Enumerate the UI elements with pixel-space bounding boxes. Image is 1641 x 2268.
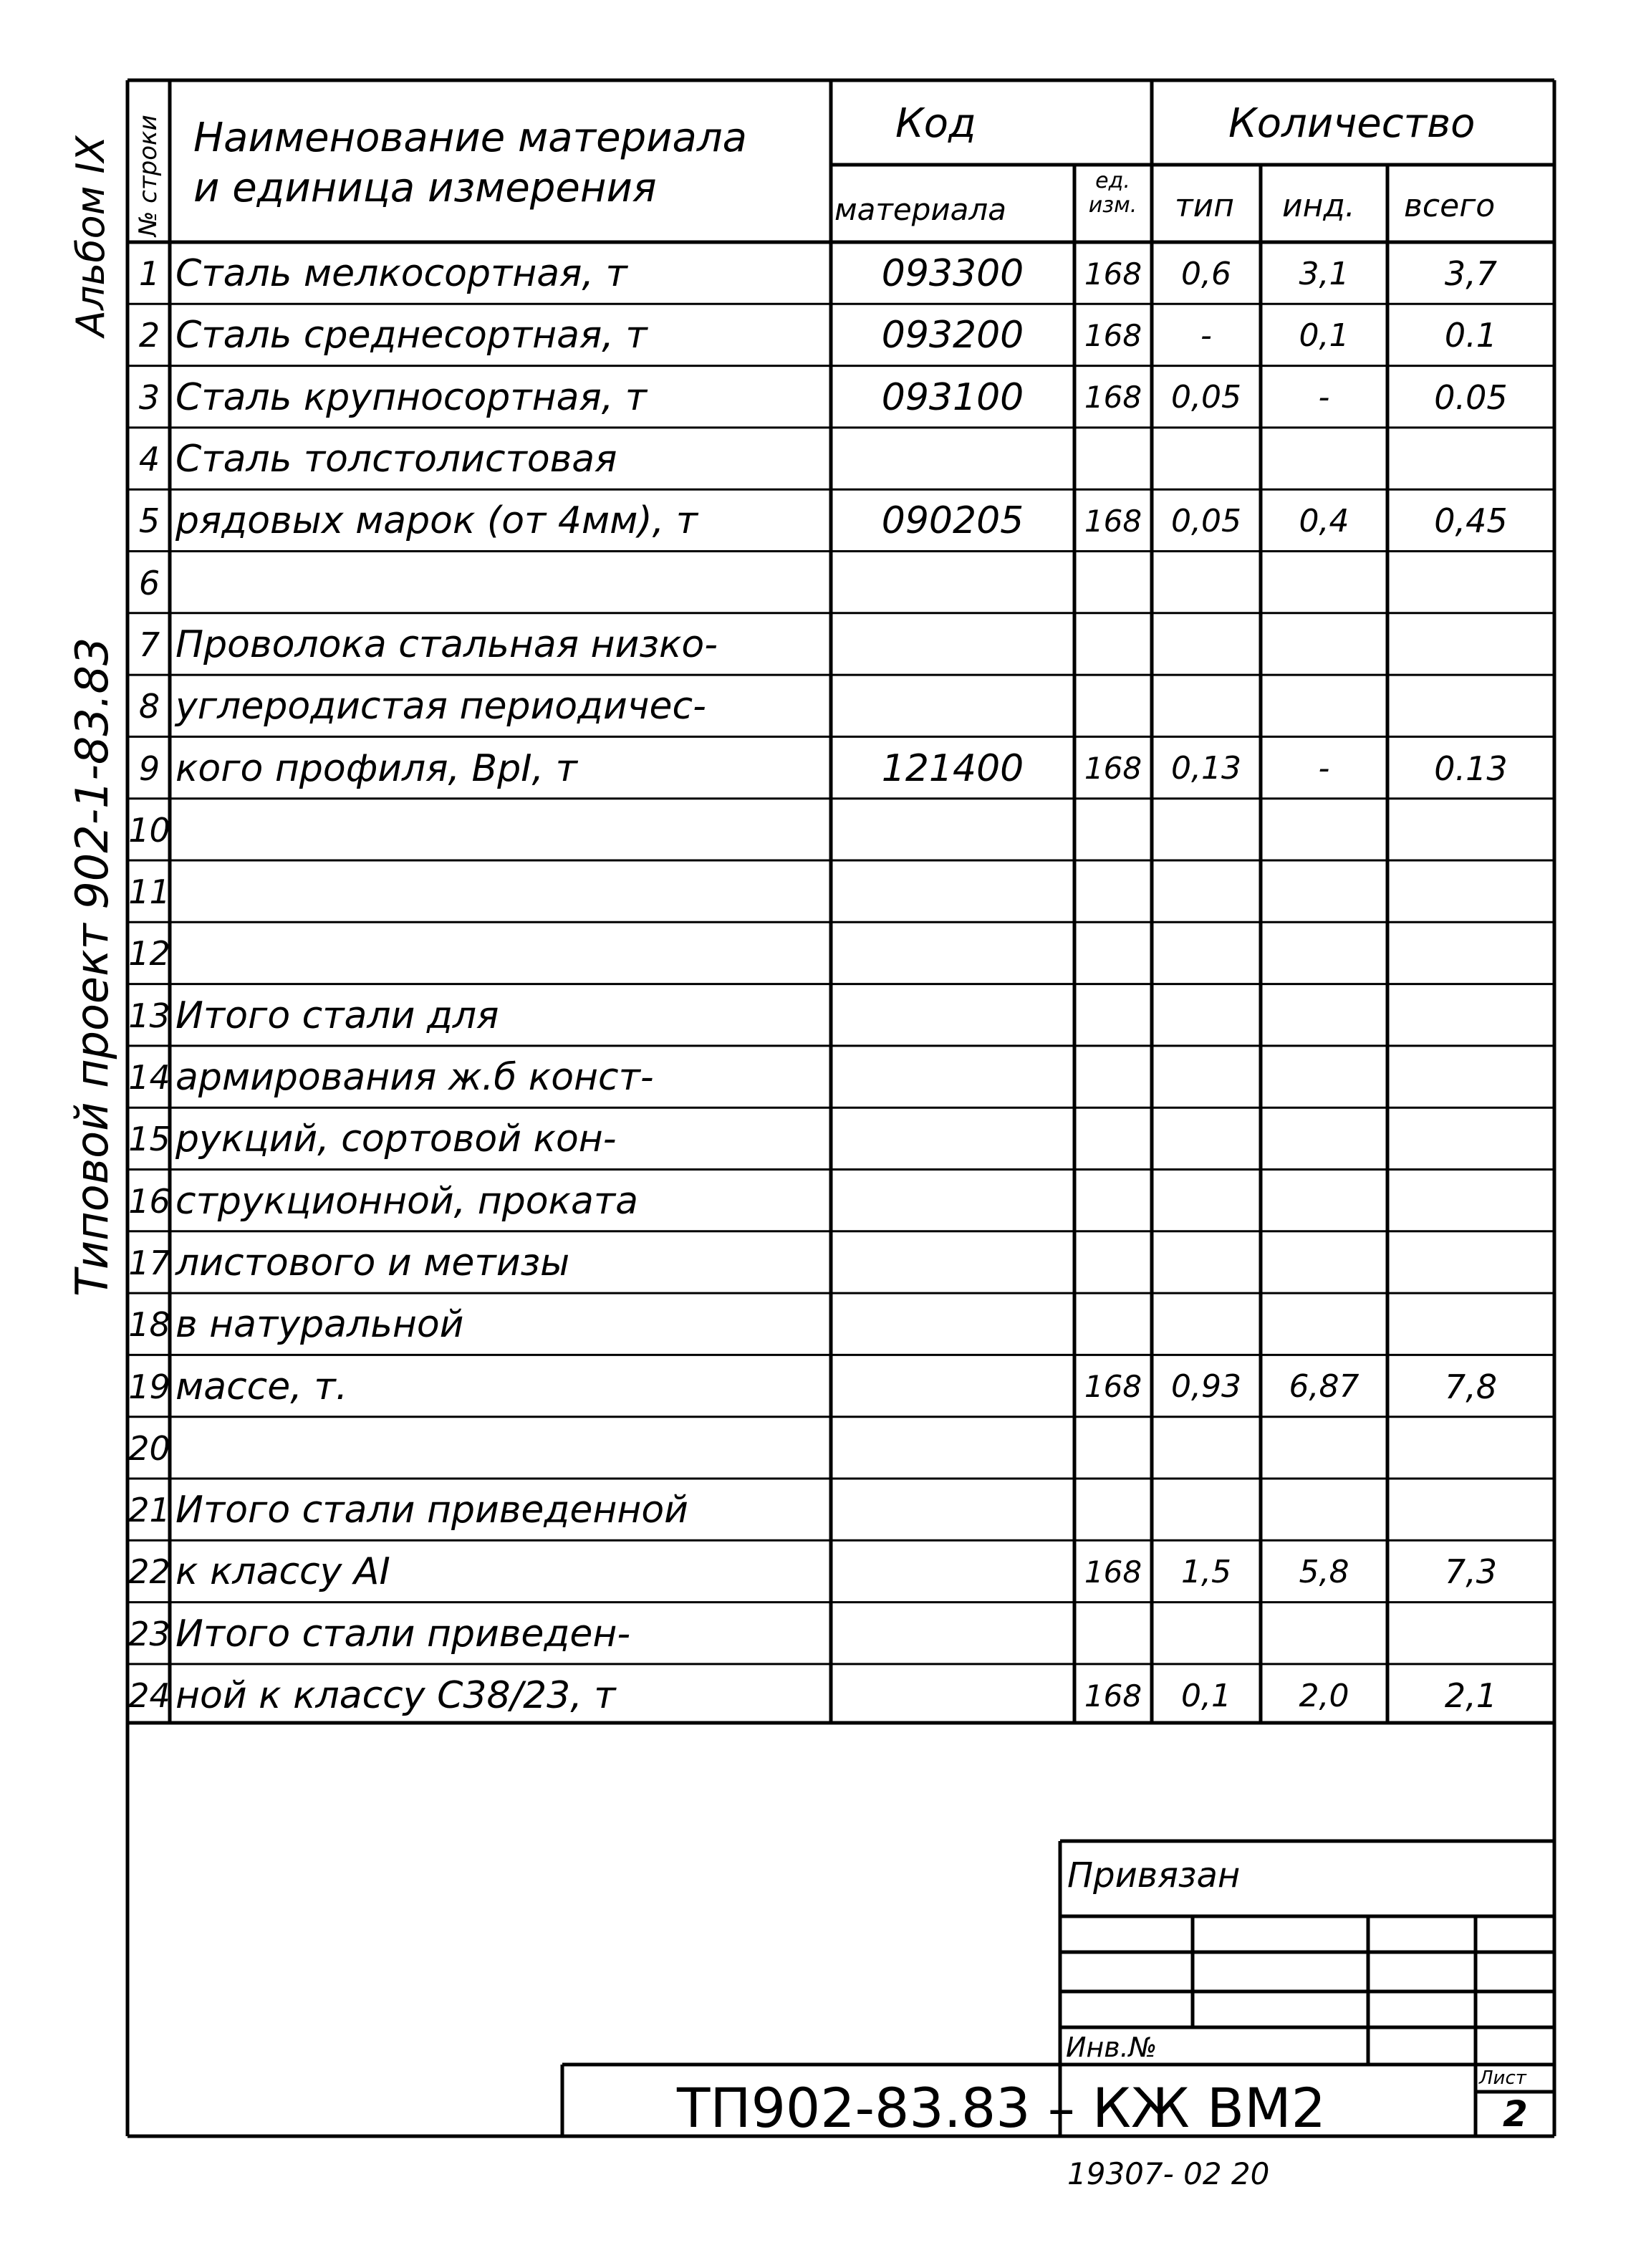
row-3-ind: - bbox=[1318, 379, 1330, 416]
row-6-n: 6 bbox=[138, 563, 160, 602]
row-3-unit: 168 bbox=[1084, 380, 1142, 415]
row-20-ind bbox=[1261, 1420, 1387, 1477]
row-19-name: массе, т. bbox=[175, 1365, 348, 1408]
row-17-total bbox=[1387, 1234, 1554, 1292]
row-14-code bbox=[831, 1049, 1074, 1106]
row-15-unit bbox=[1074, 1110, 1152, 1168]
row-10-typ bbox=[1152, 802, 1261, 859]
row-8-n: 8 bbox=[138, 687, 160, 726]
row-19-total: 7,8 bbox=[1444, 1367, 1498, 1406]
row-13-typ bbox=[1152, 987, 1261, 1044]
row-15-typ bbox=[1152, 1110, 1261, 1168]
row-7-unit bbox=[1074, 616, 1152, 673]
row-21-unit bbox=[1074, 1481, 1152, 1539]
row-7-n: 7 bbox=[138, 625, 160, 664]
row-20-total bbox=[1387, 1420, 1554, 1477]
row-14-unit bbox=[1074, 1049, 1152, 1106]
header-quantity: Количество bbox=[1228, 100, 1476, 147]
row-21-total bbox=[1387, 1481, 1554, 1539]
row-16-name: струкционной, проката bbox=[175, 1179, 638, 1223]
row-15-code bbox=[831, 1110, 1074, 1168]
row-17-n: 17 bbox=[128, 1243, 170, 1282]
row-18-code bbox=[831, 1296, 1074, 1353]
row-22-total: 7,3 bbox=[1444, 1552, 1498, 1592]
row-5-code: 090205 bbox=[881, 499, 1024, 543]
row-10-name bbox=[175, 802, 827, 859]
row-7-name: Проволока стальная низко- bbox=[175, 623, 718, 666]
row-9-name: кого профиля, ВрI, т bbox=[175, 746, 577, 790]
row-19-typ: 0,93 bbox=[1171, 1368, 1241, 1406]
row-18-typ bbox=[1152, 1296, 1261, 1353]
row-20-name bbox=[175, 1420, 827, 1477]
row-20-unit bbox=[1074, 1420, 1152, 1477]
row-1-name: Сталь мелкосортная, т bbox=[175, 252, 627, 296]
row-5-total: 0,45 bbox=[1434, 501, 1508, 541]
row-13-n: 13 bbox=[128, 996, 170, 1035]
row-16-unit bbox=[1074, 1173, 1152, 1230]
row-22-unit: 168 bbox=[1084, 1554, 1142, 1590]
row-11-total bbox=[1387, 863, 1554, 921]
row-9-typ: 0,13 bbox=[1171, 750, 1241, 787]
row-11-name bbox=[175, 863, 827, 921]
stamp-inv-number: Инв.№ bbox=[1066, 2032, 1158, 2063]
row-13-total bbox=[1387, 987, 1554, 1044]
footer-archive-number: 19307- 02 20 bbox=[1067, 2156, 1270, 2191]
row-15-name: рукций, сортовой кон- bbox=[175, 1118, 617, 1161]
row-4-n: 4 bbox=[138, 440, 160, 479]
row-13-name: Итого стали для bbox=[175, 994, 499, 1037]
row-24-unit: 168 bbox=[1084, 1678, 1142, 1714]
row-14-ind bbox=[1261, 1049, 1387, 1106]
row-11-n: 11 bbox=[128, 873, 170, 912]
row-21-name: Итого стали приведенной bbox=[175, 1489, 688, 1532]
row-13-ind bbox=[1261, 987, 1387, 1044]
row-17-unit bbox=[1074, 1234, 1152, 1292]
row-10-ind bbox=[1261, 802, 1387, 859]
row-14-typ bbox=[1152, 1049, 1261, 1106]
row-20-code bbox=[831, 1420, 1074, 1477]
row-8-name: углеродистая периодичес- bbox=[175, 685, 706, 729]
row-18-name: в натуральной bbox=[175, 1303, 464, 1347]
row-14-n: 14 bbox=[128, 1058, 170, 1097]
row-9-unit: 168 bbox=[1084, 751, 1142, 787]
row-18-unit bbox=[1074, 1296, 1152, 1353]
row-12-n: 12 bbox=[128, 934, 170, 974]
row-22-n: 22 bbox=[128, 1552, 170, 1592]
row-7-typ bbox=[1152, 616, 1261, 673]
row-9-ind: - bbox=[1318, 750, 1330, 787]
row-14-name: армирования ж.б конст- bbox=[175, 1056, 654, 1100]
row-15-ind bbox=[1261, 1110, 1387, 1168]
row-24-typ: 0,1 bbox=[1181, 1677, 1231, 1714]
row-23-code bbox=[831, 1605, 1074, 1663]
row-15-total bbox=[1387, 1110, 1554, 1168]
row-3-total: 0.05 bbox=[1434, 378, 1508, 417]
side-project-label: Типовой проект 902-1-83.83 bbox=[66, 637, 118, 1297]
row-21-code bbox=[831, 1481, 1074, 1539]
row-16-n: 16 bbox=[128, 1181, 170, 1221]
row-6-typ bbox=[1152, 554, 1261, 612]
row-16-code bbox=[831, 1173, 1074, 1230]
row-22-name: к классу АI bbox=[175, 1550, 390, 1594]
row-1-total: 3,7 bbox=[1444, 254, 1498, 294]
row-12-typ bbox=[1152, 925, 1261, 982]
row-3-n: 3 bbox=[138, 378, 160, 417]
row-11-code bbox=[831, 863, 1074, 921]
header-name-line1: Наименование материала bbox=[193, 115, 747, 161]
row-17-typ bbox=[1152, 1234, 1261, 1292]
row-19-code bbox=[831, 1358, 1074, 1415]
row-17-name: листового и метизы bbox=[175, 1241, 570, 1284]
row-23-n: 23 bbox=[128, 1614, 170, 1653]
row-2-total: 0.1 bbox=[1444, 316, 1498, 355]
header-code-material: материала bbox=[834, 192, 1007, 227]
header-q-total: всего bbox=[1404, 188, 1496, 224]
header-code-unit: ед. изм. bbox=[1088, 168, 1137, 218]
row-16-typ bbox=[1152, 1173, 1261, 1230]
row-2-name: Сталь среднесортная, т bbox=[175, 314, 648, 357]
row-1-code: 093300 bbox=[881, 252, 1024, 296]
row-8-total bbox=[1387, 678, 1554, 735]
row-24-name: ной к классу С38/23, т bbox=[175, 1674, 616, 1718]
row-24-n: 24 bbox=[128, 1676, 170, 1716]
row-19-unit: 168 bbox=[1084, 1369, 1142, 1405]
row-6-name bbox=[175, 554, 827, 612]
row-12-code bbox=[831, 925, 1074, 982]
row-1-unit: 168 bbox=[1084, 256, 1142, 292]
row-6-unit bbox=[1074, 554, 1152, 612]
row-10-n: 10 bbox=[128, 810, 170, 850]
row-9-n: 9 bbox=[138, 749, 160, 788]
row-11-unit bbox=[1074, 863, 1152, 921]
row-10-total bbox=[1387, 802, 1554, 859]
row-8-ind bbox=[1261, 678, 1387, 735]
row-23-unit bbox=[1074, 1605, 1152, 1663]
row-11-typ bbox=[1152, 863, 1261, 921]
row-2-ind: 0,1 bbox=[1299, 317, 1349, 354]
row-5-name: рядовых марок (от 4мм), т bbox=[175, 499, 698, 543]
row-4-total bbox=[1387, 431, 1554, 488]
row-16-total bbox=[1387, 1173, 1554, 1230]
row-18-total bbox=[1387, 1296, 1554, 1353]
row-21-ind bbox=[1261, 1481, 1387, 1539]
row-10-code bbox=[831, 802, 1074, 859]
row-22-code bbox=[831, 1543, 1074, 1600]
row-13-code bbox=[831, 987, 1074, 1044]
row-4-name: Сталь толстолистовая bbox=[175, 438, 617, 481]
row-22-typ: 1,5 bbox=[1181, 1553, 1231, 1590]
row-2-n: 2 bbox=[138, 316, 160, 355]
row-12-unit bbox=[1074, 925, 1152, 982]
row-5-unit: 168 bbox=[1084, 503, 1142, 539]
row-9-code: 121400 bbox=[881, 746, 1024, 790]
row-9-total: 0.13 bbox=[1434, 749, 1508, 788]
stamp-privyazan: Привязан bbox=[1067, 1855, 1241, 1895]
row-12-total bbox=[1387, 925, 1554, 982]
row-21-n: 21 bbox=[128, 1491, 170, 1530]
row-6-code bbox=[831, 554, 1074, 612]
row-10-unit bbox=[1074, 802, 1152, 859]
row-18-n: 18 bbox=[128, 1305, 170, 1345]
row-12-name bbox=[175, 925, 827, 982]
row-8-unit bbox=[1074, 678, 1152, 735]
row-2-code: 093200 bbox=[881, 314, 1024, 357]
row-21-typ bbox=[1152, 1481, 1261, 1539]
row-14-total bbox=[1387, 1049, 1554, 1106]
row-5-typ: 0,05 bbox=[1171, 502, 1241, 539]
row-19-n: 19 bbox=[128, 1367, 170, 1406]
header-q-ind: инд. bbox=[1282, 188, 1355, 224]
row-6-total bbox=[1387, 554, 1554, 612]
row-23-ind bbox=[1261, 1605, 1387, 1663]
row-18-ind bbox=[1261, 1296, 1387, 1353]
row-7-total bbox=[1387, 616, 1554, 673]
row-24-code bbox=[831, 1667, 1074, 1724]
side-album-label: Альбом IX bbox=[68, 135, 113, 337]
row-20-n: 20 bbox=[128, 1428, 170, 1468]
header-code: Код bbox=[895, 100, 976, 147]
row-7-ind bbox=[1261, 616, 1387, 673]
row-19-ind: 6,87 bbox=[1289, 1368, 1360, 1406]
row-4-ind bbox=[1261, 431, 1387, 488]
sheet-number: 2 bbox=[1503, 2093, 1528, 2135]
row-4-unit bbox=[1074, 431, 1152, 488]
row-3-name: Сталь крупносортная, т bbox=[175, 375, 648, 419]
row-23-typ bbox=[1152, 1605, 1261, 1663]
sheet-label: Лист bbox=[1479, 2067, 1526, 2089]
row-13-unit bbox=[1074, 987, 1152, 1044]
row-20-typ bbox=[1152, 1420, 1261, 1477]
row-17-ind bbox=[1261, 1234, 1387, 1292]
row-4-typ bbox=[1152, 431, 1261, 488]
row-17-code bbox=[831, 1234, 1074, 1292]
row-3-typ: 0,05 bbox=[1171, 379, 1241, 416]
row-15-n: 15 bbox=[128, 1120, 170, 1159]
header-q-type: тип bbox=[1175, 188, 1234, 224]
row-2-typ: - bbox=[1200, 317, 1212, 354]
header-name-line2: и единица измерения bbox=[193, 165, 657, 211]
row-1-typ: 0,6 bbox=[1181, 255, 1231, 292]
row-3-code: 093100 bbox=[881, 375, 1024, 419]
row-11-ind bbox=[1261, 863, 1387, 921]
row-6-ind bbox=[1261, 554, 1387, 612]
row-24-ind: 2,0 bbox=[1299, 1677, 1349, 1714]
row-7-code bbox=[831, 616, 1074, 673]
row-24-total: 2,1 bbox=[1444, 1676, 1498, 1716]
row-8-code bbox=[831, 678, 1074, 735]
row-1-n: 1 bbox=[138, 254, 160, 294]
row-5-ind: 0,4 bbox=[1299, 502, 1349, 539]
row-8-typ bbox=[1152, 678, 1261, 735]
row-22-ind: 5,8 bbox=[1299, 1553, 1349, 1590]
row-16-ind bbox=[1261, 1173, 1387, 1230]
document-code: ТП902-83.83 – КЖ ВМ2 bbox=[677, 2076, 1326, 2140]
row-4-code bbox=[831, 431, 1074, 488]
header-row-number: № строки bbox=[134, 115, 163, 236]
row-12-ind bbox=[1261, 925, 1387, 982]
row-23-total bbox=[1387, 1605, 1554, 1663]
row-23-name: Итого стали приведен- bbox=[175, 1612, 631, 1656]
row-2-unit: 168 bbox=[1084, 317, 1142, 353]
row-5-n: 5 bbox=[138, 501, 160, 541]
row-1-ind: 3,1 bbox=[1299, 255, 1349, 292]
